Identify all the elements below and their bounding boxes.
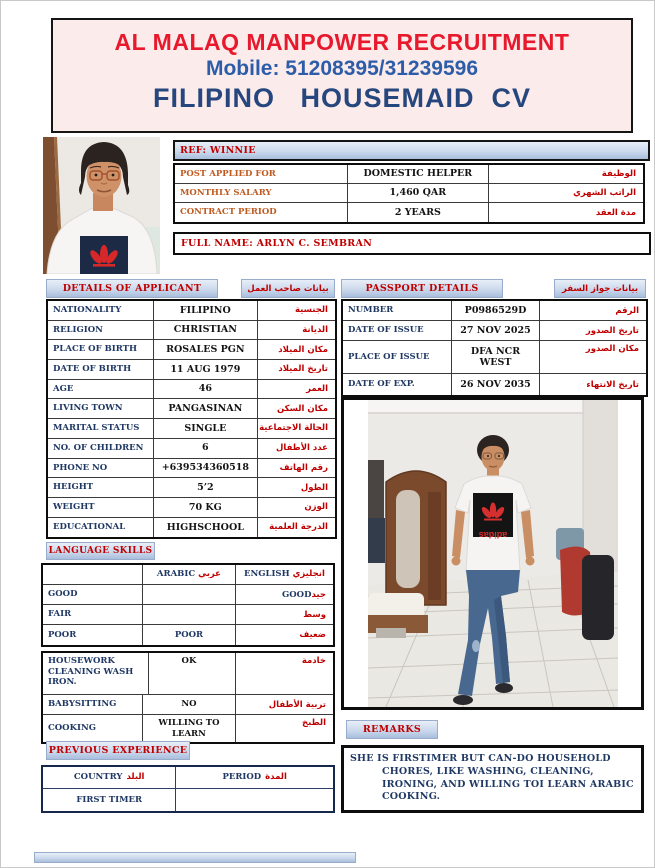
birthplace-label: PLACE OF BIRTH <box>48 340 154 360</box>
portrait-photo-illustration <box>43 137 160 274</box>
passport-section-title: PASSPORT DETAILS <box>365 283 479 294</box>
height-label: HEIGHT <box>48 478 154 498</box>
remarks-text: SHE IS FIRSTIMER BUT CAN-DO HOUSEHOLD CHORES, LIKE WASHING, CLEANING, IRONING, AND WILLING TOI LEARN ARABIC COOKING. <box>350 753 634 803</box>
post-label: POST APPLIED FOR <box>175 165 348 184</box>
post-value: DOMESTIC HELPER <box>348 165 488 184</box>
birthdate-value: 11 AUG 1979 <box>154 360 257 380</box>
bed <box>368 593 428 638</box>
salary-value: 1,460 QAR <box>348 184 488 203</box>
issue-date-arabic: تاريخ الصدور <box>585 325 639 336</box>
footer-bar <box>34 852 356 863</box>
agency-name: AL MALAQ MANPOWER RECRUITMENT <box>114 29 570 55</box>
babysitting-arabic: تربية الأطفال <box>268 699 326 710</box>
passport-number-arabic: الرقم <box>615 305 639 316</box>
adidas-logo <box>80 236 128 274</box>
period-header: PERIOD <box>222 772 262 783</box>
birthplace-arabic: مكان الميلاد <box>278 344 328 355</box>
good-row-label: GOOD <box>43 585 143 605</box>
header-banner <box>51 18 633 133</box>
fair-arabic: وسط <box>303 609 326 620</box>
full-name-bar <box>173 232 651 255</box>
marital-value: SINGLE <box>154 419 257 439</box>
agency-mobile: Mobile: 51208395/31239596 <box>205 57 479 80</box>
housework-label: HOUSEWORK CLEANING WASH IRON. <box>43 653 149 695</box>
remarks-box <box>341 745 644 813</box>
english-column-header-ar: انجليزي <box>292 569 325 580</box>
housework-value: OK <box>143 653 236 695</box>
salary-label: MONTHLY SALARY <box>175 184 348 203</box>
cv-title: FILIPINO HOUSEMAID CV <box>152 83 532 113</box>
post-applied-table <box>173 163 645 224</box>
period-header-ar: المدة <box>265 772 287 783</box>
weight-arabic: الوزن <box>304 502 328 513</box>
full-name: FULL NAME: ARLYN C. SEMBRAN <box>181 238 373 249</box>
experience-table <box>41 765 335 813</box>
adidas-logo-full <box>473 493 513 540</box>
religion-value: CHRISTIAN <box>154 321 257 341</box>
age-value: 46 <box>154 380 257 400</box>
children-label: NO. OF CHILDREN <box>48 439 154 459</box>
passport-section-title-arabic: بيانات جواز السفر <box>561 283 639 294</box>
experience-section-header <box>46 741 190 760</box>
country-header-ar: البلد <box>126 772 145 783</box>
issue-date-label: DATE OF ISSUE <box>343 321 452 341</box>
children-arabic: عدد الأطفال <box>276 443 328 454</box>
full-body-photo <box>341 397 644 710</box>
expiry-date-label: DATE OF EXP. <box>343 374 452 395</box>
passport-section-header-arabic <box>554 279 646 298</box>
age-label: AGE <box>48 380 154 400</box>
portrait-photo <box>43 137 160 274</box>
poor-row-label: POOR <box>43 625 143 645</box>
nationality-arabic: الجنسية <box>295 305 328 316</box>
post-arabic: الوظيفة <box>601 169 636 179</box>
applicant-section-header <box>46 279 218 298</box>
arabic-column-header: ARABIC <box>156 569 196 580</box>
birthdate-label: DATE OF BIRTH <box>48 360 154 380</box>
nationality-label: NATIONALITY <box>48 301 154 321</box>
cooking-label: COOKING <box>43 715 143 742</box>
expiry-date-value: 26 NOV 2035 <box>452 374 540 395</box>
remarks-section-title: REMARKS <box>362 724 422 735</box>
first-timer-cell: FIRST TIMER <box>43 789 176 811</box>
height-value: 5’2 <box>154 478 257 498</box>
language-section-header <box>46 542 155 560</box>
nationality-value: FILIPINO <box>154 301 257 321</box>
issue-place-value: DFA NCR WEST <box>452 341 540 374</box>
skills-table <box>41 651 335 744</box>
cooking-arabic: الطبخ <box>302 718 326 728</box>
weight-label: WEIGHT <box>48 498 154 518</box>
town-label: LIVING TOWN <box>48 399 154 419</box>
birthplace-value: ROSALES PGN <box>154 340 257 360</box>
poor-arabic: ضعيف <box>299 630 326 640</box>
language-table <box>41 563 335 647</box>
issue-place-arabic: مكان الصدور <box>585 344 639 354</box>
english-good-arabic: جيد <box>311 589 326 600</box>
language-section-title: LANGUAGE SKILLS <box>48 546 153 556</box>
ref-bar <box>173 140 650 161</box>
phone-arabic: رقم الهاتف <box>279 462 328 473</box>
arabic-fair-value <box>143 605 236 625</box>
education-label: EDUCATIONAL <box>48 518 154 538</box>
issue-place-label: PLACE OF ISSUE <box>343 341 452 374</box>
phone-value: +639534360518 <box>154 459 257 479</box>
remarks-section-header <box>346 720 438 739</box>
education-arabic: الدرجة العلمية <box>269 522 328 533</box>
contract-label: CONTRACT PERIOD <box>175 203 348 222</box>
arabic-poor-value: POOR <box>143 625 236 645</box>
applicant-section-title-arabic: بيانات صاحب العمل <box>247 283 329 294</box>
marital-label: MARITAL STATUS <box>48 419 154 439</box>
arabic-good-value <box>143 585 236 605</box>
contract-value: 2 YEARS <box>348 203 488 222</box>
birthdate-arabic: تاريخ الميلاد <box>278 364 328 375</box>
passport-number-value: P0986529D <box>452 301 540 321</box>
town-arabic: مكان السكن <box>277 403 328 414</box>
fair-row-label: FAIR <box>43 605 143 625</box>
expiry-date-arabic: تاريخ الانتهاء <box>586 379 639 390</box>
svg-text:adidas: adidas <box>478 530 507 540</box>
passport-table <box>341 299 648 397</box>
period-empty-cell <box>176 789 333 811</box>
religion-label: RELIGION <box>48 321 154 341</box>
experience-section-title: PREVIOUS EXPERIENCE <box>48 745 188 756</box>
height-arabic: الطول <box>300 482 328 493</box>
full-body-photo-illustration <box>368 400 618 707</box>
passport-number-label: NUMBER <box>343 301 452 321</box>
applicant-section-header-arabic <box>241 279 335 298</box>
babysitting-value: NO <box>143 695 236 715</box>
salary-arabic: الراتب الشهري <box>573 188 636 198</box>
weight-value: 70 KG <box>154 498 257 518</box>
age-arabic: العمر <box>306 384 328 395</box>
phone-label: PHONE NO <box>48 459 154 479</box>
cooking-value: WILLING TO LEARN <box>143 715 236 742</box>
town-value: PANGASINAN <box>154 399 257 419</box>
passport-section-header <box>341 279 503 298</box>
ref-label: REF: WINNIE <box>180 145 256 156</box>
arabic-column-header-ar: عربي <box>198 569 221 580</box>
marital-arabic: الحالة الاجتماعية <box>259 423 328 434</box>
issue-date-value: 27 NOV 2025 <box>452 321 540 341</box>
religion-arabic: الديانة <box>302 325 328 336</box>
english-column-header: ENGLISH <box>243 569 290 580</box>
contract-arabic: مدة العقد <box>595 207 636 218</box>
education-value: HIGHSCHOOL <box>154 518 257 538</box>
housework-arabic: خادمة <box>301 656 326 666</box>
applicant-table <box>46 299 337 539</box>
babysitting-label: BABYSITTING <box>43 695 143 715</box>
applicant-section-title: DETAILS OF APPLICANT <box>62 283 202 294</box>
english-good-value: GOOD <box>282 589 312 600</box>
children-value: 6 <box>154 439 257 459</box>
country-header: COUNTRY <box>73 772 123 783</box>
